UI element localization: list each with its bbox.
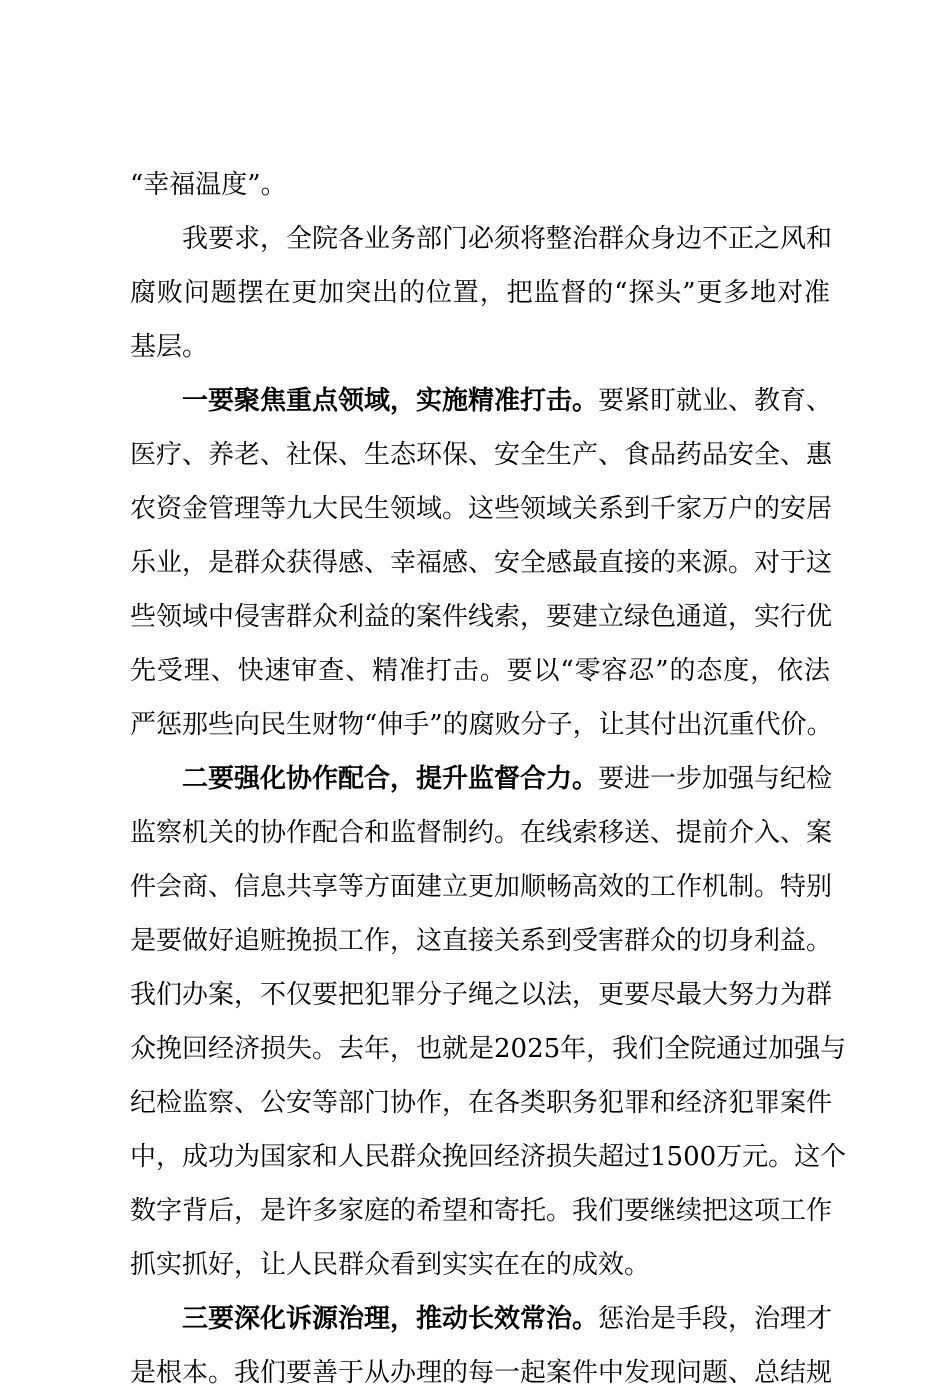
line-text: 众挽回经济损失。去年，也就是2025年，我们全院通过加强与 bbox=[130, 1034, 847, 1064]
line-text: 严惩那些向民生财物“伸手”的腐败分子，让其付出沉重代价。 bbox=[130, 710, 833, 740]
text-line bbox=[130, 428, 833, 482]
text-line bbox=[130, 860, 833, 914]
line-text: 医疗、养老、社保、生态环保、安全生产、食品药品安全、惠 bbox=[130, 440, 833, 470]
text-line bbox=[130, 374, 833, 428]
bold-heading: 二要强化协作配合，提升监督合力。 bbox=[182, 764, 599, 794]
text-line bbox=[130, 1292, 833, 1346]
text-line bbox=[130, 590, 833, 644]
text-line bbox=[130, 212, 833, 266]
text-line bbox=[130, 806, 833, 860]
line-text: 数字背后，是许多家庭的希望和寄托。我们要继续把这项工作 bbox=[130, 1196, 833, 1226]
text-line bbox=[130, 1346, 833, 1400]
line-text: 我们办案，不仅要把犯罪分子绳之以法，更要尽最大努力为群 bbox=[130, 980, 833, 1010]
line-text: 要进一步加强与纪检 bbox=[598, 764, 833, 794]
text-line bbox=[130, 482, 833, 536]
text-line bbox=[130, 1238, 830, 1292]
line-text: 抓实抓好，让人民群众看到实实在在的成效。 bbox=[130, 1250, 651, 1280]
line-text: 要紧盯就业、教育、 bbox=[598, 386, 833, 416]
line-text: 些领域中侵害群众利益的案件线索，要建立绿色通道，实行优 bbox=[130, 602, 833, 632]
text-line bbox=[130, 1130, 847, 1184]
line-text: 中，成功为国家和人民群众挽回经济损失超过1500万元。这个 bbox=[130, 1142, 847, 1172]
line-text: 先受理、快速审查、精准打击。要以“零容忍”的态度，依法 bbox=[130, 656, 830, 686]
text-line bbox=[130, 158, 830, 212]
line-text: 是根本。我们要善于从办理的每一起案件中发现问题、总结规 bbox=[130, 1358, 833, 1388]
text-line bbox=[130, 320, 830, 374]
line-text: 惩治是手段，治理才 bbox=[598, 1304, 833, 1334]
text-line bbox=[130, 1076, 833, 1130]
line-text: 件会商、信息共享等方面建立更加顺畅高效的工作机制。特别 bbox=[130, 872, 833, 902]
text-line bbox=[130, 536, 833, 590]
line-text: 是要做好追赃挽损工作，这直接关系到受害群众的切身利益。 bbox=[130, 926, 833, 956]
text-line bbox=[130, 644, 830, 698]
line-text: 基层。 bbox=[130, 332, 209, 362]
line-text: 农资金管理等九大民生领域。这些领域关系到千家万户的安居 bbox=[130, 494, 833, 524]
text-line bbox=[130, 752, 833, 806]
bold-heading: 一要聚焦重点领域，实施精准打击。 bbox=[182, 386, 599, 416]
line-text: 纪检监察、公安等部门协作，在各类职务犯罪和经济犯罪案件 bbox=[130, 1088, 833, 1118]
line-text: 监察机关的协作配合和监督制约。在线索移送、提前介入、案 bbox=[130, 818, 833, 848]
document-body bbox=[130, 158, 847, 1400]
bold-heading: 三要深化诉源治理，推动长效常治。 bbox=[182, 1304, 599, 1334]
text-line bbox=[130, 914, 833, 968]
text-line bbox=[130, 1184, 833, 1238]
line-text: 乐业，是群众获得感、幸福感、安全感最直接的来源。对于这 bbox=[130, 548, 833, 578]
text-line bbox=[130, 266, 830, 320]
line-text: 腐败问题摆在更加突出的位置，把监督的“探头”更多地对准 bbox=[130, 278, 830, 308]
text-line bbox=[130, 1022, 847, 1076]
text-line bbox=[130, 698, 833, 752]
line-text: “幸福温度”。 bbox=[130, 170, 287, 200]
text-line bbox=[130, 968, 833, 1022]
line-text: 我要求，全院各业务部门必须将整治群众身边不正之风和 bbox=[182, 224, 833, 254]
